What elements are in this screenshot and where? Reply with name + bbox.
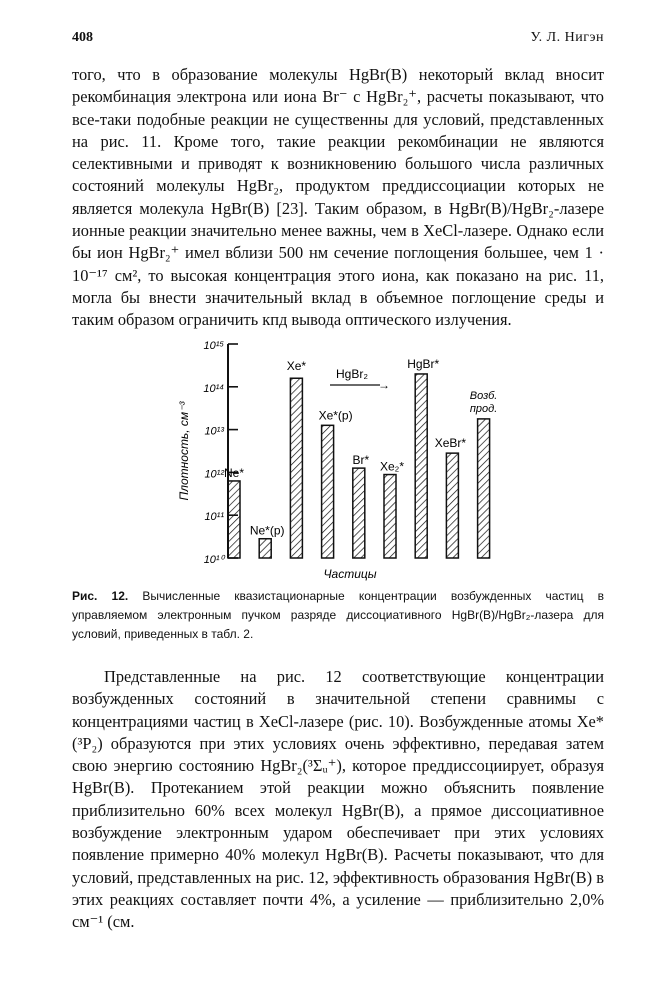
bar bbox=[322, 425, 334, 558]
annotation-arrow-icon: → bbox=[378, 378, 390, 392]
bar-label: HgBr* bbox=[407, 356, 440, 371]
bar bbox=[290, 378, 302, 558]
bar bbox=[228, 481, 240, 558]
bar-chart bbox=[160, 334, 520, 584]
bar bbox=[478, 419, 490, 558]
y-tick-label: 10¹² bbox=[204, 468, 224, 481]
bar bbox=[384, 475, 396, 558]
bar-label: Xe*(p) bbox=[318, 408, 353, 423]
bar-label: XeBr* bbox=[434, 436, 467, 451]
bar bbox=[259, 539, 271, 558]
bar-label: Br* bbox=[352, 453, 370, 468]
y-tick-label: 10¹¹ bbox=[204, 511, 224, 524]
bar bbox=[415, 374, 427, 558]
bar-label: Ne* bbox=[223, 465, 245, 480]
bar-label: Ne*(p) bbox=[249, 523, 285, 538]
figure-caption bbox=[72, 587, 604, 644]
y-tick-label: 10¹⁰ bbox=[203, 554, 224, 566]
bar-label: Возб. bbox=[469, 389, 498, 402]
bar-label: Xe₂* bbox=[379, 459, 405, 474]
annotation-label: HgBr₂ bbox=[336, 367, 368, 381]
y-tick-label: 10¹⁵ bbox=[203, 340, 224, 352]
y-axis-label: Плотность, см⁻³ bbox=[177, 401, 191, 501]
figure-12 bbox=[160, 334, 520, 584]
bar-label: Xe* bbox=[286, 359, 307, 374]
bar bbox=[446, 453, 458, 558]
bar bbox=[353, 468, 365, 558]
paragraph-2: Представленные на рис. 12 соответствующие концентрации возбужденных состояний в значительной степени сравнимы с концентрациями частиц в XeCl-лазере (рис. 10). Возбужденные атомы Xe*(³P₂) образуются при этих условиях очень эффективно, передавая затем свою энергию состоянию HgBr₂(³Σᵤ⁺), которое преддиссоциирует, образуя HgBr(B). Протеканием этой реакции можно объяснить появление приблизительно 60% всех молекул HgBr(B), а прямое диссоциативное возбуждение электронным ударом обеспечивает при этих условиях появление примерно 40% молекул HgBr(B). Расчеты показывают, что для условий, представленных на рис. 12, эффективность образования HgBr(B) в этих реакциях составляет почти 4%, а усиление — приблизительно 2,0% см⁻¹ (см. bbox=[72, 667, 604, 932]
paragraph-1: того, что в образование молекулы HgBr(B) некоторый вклад вносит рекомбинация электрона или иона Br⁻ с HgBr₂⁺, расчеты показывают, что все-таки подобные реакции не существенны для условий, представленных на рис. 11. Кроме того, такие реакции рекомбинации не являются селективными и приводят к возникновению большого числа различных состояний молекулы HgBr₂, продуктом преддиссоциации которых не является молекула HgBr(B) [23]. Таким образом, в HgBr(B)/HgBr₂-лазере ионные реакции значительно менее важны, чем в XeCl-лазере. Однако если бы ион HgBr₂⁺ имел вблизи 500 нм сечение поглощения большее, чем 1 · 10⁻¹⁷ см², то высокая концентрация этого иона, как показано на рис. 11, могла бы внести значительный вклад в объемное поглощение среды и таким образом ограничить кпд вывода оптического излучения. bbox=[72, 65, 604, 330]
x-axis-label: Частицы bbox=[323, 567, 377, 581]
running-head-author: У. Л. Нигэн bbox=[530, 30, 604, 45]
page-header bbox=[72, 30, 604, 52]
bar-label: прод. bbox=[469, 402, 498, 415]
y-tick-label: 10¹³ bbox=[204, 425, 224, 438]
page-number: 408 bbox=[72, 30, 93, 45]
y-tick-label: 10¹⁴ bbox=[203, 382, 224, 395]
caption-text: Вычисленные квазистационарные концентрации возбужденных частиц в управляемом электронным пучком разряде диссоциативного HgBr(B)/HgBr₂-лазера для условий, приведенных в табл. 2. bbox=[72, 589, 604, 641]
caption-label: Рис. 12. bbox=[72, 589, 129, 603]
